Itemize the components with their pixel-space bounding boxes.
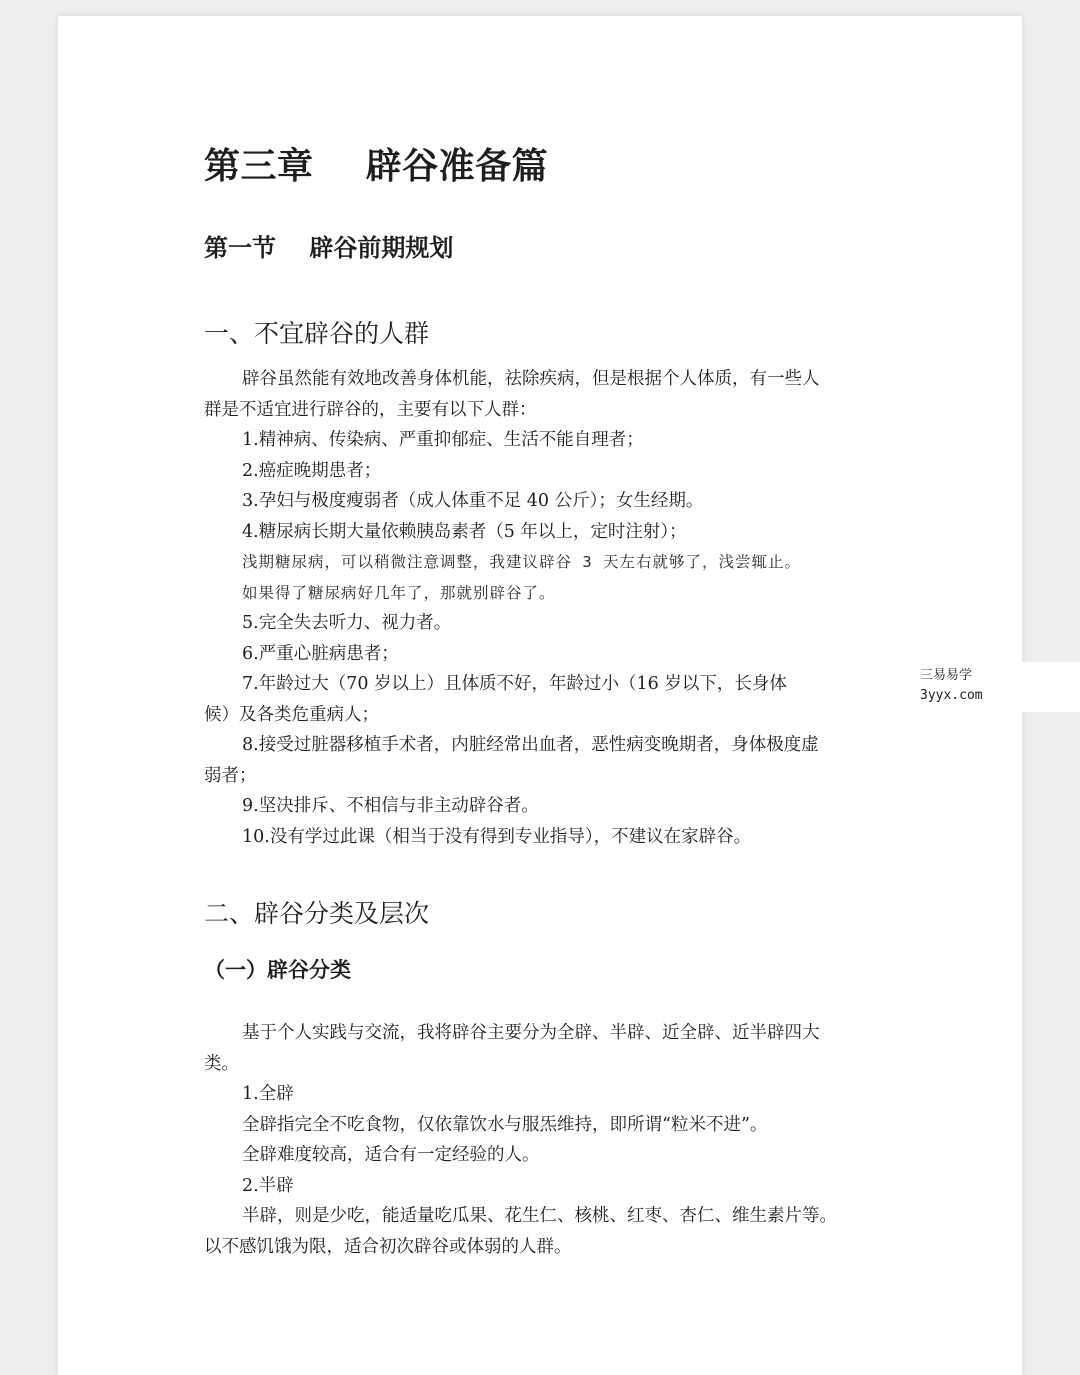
handwritten-note-line: 浅期糖尿病，可以稍微注意调整，我建议辟谷 3 天左右就够了，浅尝辄止。 (242, 553, 801, 571)
list-item-continuation: 候）及各类危重病人； (204, 704, 379, 725)
list-item: 5.完全失去听力、视力者。 (242, 613, 452, 633)
heading-classification: 二、辟谷分类及层次 (204, 899, 430, 928)
paragraph-line: 群是不适宜进行辟谷的，主要有以下人群： (204, 399, 537, 420)
list-item: 1.全辟 (242, 1084, 294, 1104)
paragraph-line: 基于个人实践与交流，我将辟谷主要分为全辟、半辟、近全辟、近半辟四大 (242, 1023, 820, 1043)
list-item: 8.接受过脏器移植手术者，内脏经常出血者，恶性病变晚期者，身体极度虚 (242, 735, 819, 755)
paragraph-line: 半辟，则是少吃，能适量吃瓜果、花生仁、核桃、红枣、杏仁、维生素片等。 (242, 1206, 837, 1226)
list-item-continuation: 弱者； (204, 765, 257, 786)
list-item: 1.精神病、传染病、严重抑郁症、生活不能自理者； (242, 430, 644, 450)
list-item: 2.癌症晚期患者； (242, 460, 382, 481)
list-item: 4.糖尿病长期大量依赖胰岛素者（5 年以上，定时注射）； (242, 521, 687, 542)
chapter-title: 第三章 辟谷准备篇 (204, 146, 549, 187)
classification-body (204, 1018, 880, 1262)
paragraph-line: 全辟难度较高，适合有一定经验的人。 (242, 1145, 540, 1165)
site-watermark (904, 662, 1080, 712)
list-item: 2.半辟 (242, 1175, 294, 1196)
list-item: 6.严重心脏病患者； (242, 643, 399, 664)
section-title: 第一节 辟谷前期规划 (204, 234, 454, 262)
unsuitable-groups-body (204, 364, 880, 852)
list-item: 9.坚决排斥、不相信与非主动辟谷者。 (242, 796, 539, 816)
paragraph-line: 以不感饥饿为限，适合初次辟谷或体弱的人群。 (204, 1236, 572, 1257)
heading-unsuitable-groups: 一、不宜辟谷的人群 (204, 319, 430, 348)
list-item: 3.孕妇与极度瘦弱者（成人体重不足 40 公斤）；女生经期。 (242, 491, 704, 511)
paragraph-line: 辟谷虽然能有效地改善身体机能，祛除疾病，但是根据个人体质，有一些人 (242, 369, 820, 389)
watermark-url: 3yyx.com (920, 688, 983, 703)
paragraph-line: 类。 (204, 1053, 239, 1074)
handwritten-note-line: 如果得了糖尿病好几年了，那就别辟谷了。 (242, 583, 556, 602)
sub-heading-classification: （一）辟谷分类 (204, 958, 351, 982)
document-page (58, 16, 1022, 1375)
list-item: 7.年龄过大（70 岁以上）且体质不好，年龄过小（16 岁以下，长身体 (242, 674, 787, 694)
watermark-name: 三易易学 (920, 668, 973, 683)
list-item: 10.没有学过此课（相当于没有得到专业指导），不建议在家辟谷。 (242, 826, 752, 847)
paragraph-line: 全辟指完全不吃食物，仅依靠饮水与服炁维持，即所谓“粒米不进”。 (242, 1114, 768, 1135)
